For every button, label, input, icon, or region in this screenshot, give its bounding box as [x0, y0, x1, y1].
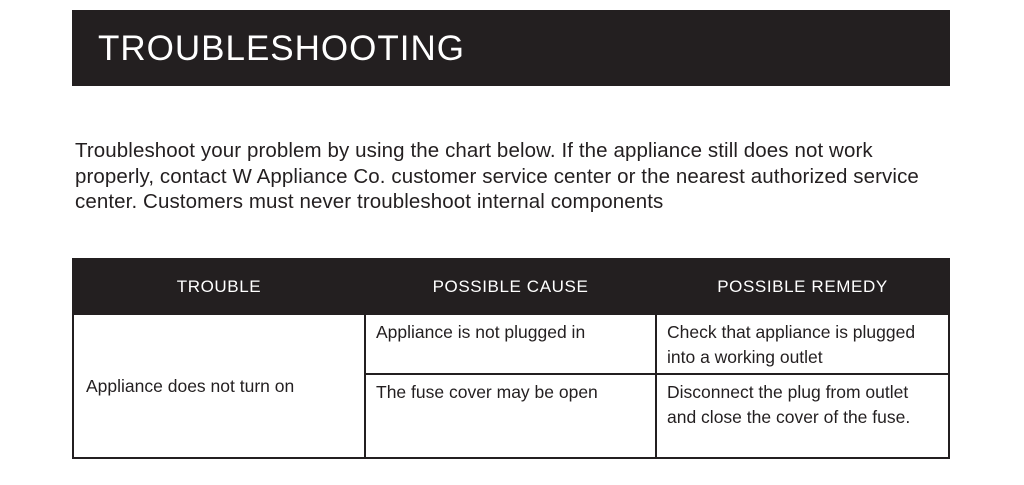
- remedy-cell: Check that appliance is plugged into a working outlet: [656, 314, 949, 374]
- remedy-cell: Disconnect the plug from outlet and close the cover of the fuse.: [656, 374, 949, 458]
- table-row: [73, 314, 949, 374]
- column-header-possible-cause: POSSIBLE CAUSE: [365, 259, 656, 314]
- trouble-cell: Appliance does not turn on: [73, 314, 365, 458]
- intro-paragraph: Troubleshoot your problem by using the chart below. If the appliance still does not work properly, contact W Appliance Co. customer service center or the nearest authorized service center. Customers must never troubleshoot internal components: [75, 139, 919, 213]
- column-header-possible-remedy: POSSIBLE REMEDY: [656, 259, 949, 314]
- cause-cell: The fuse cover may be open: [365, 374, 656, 458]
- column-header-trouble: TROUBLE: [73, 259, 365, 314]
- cause-cell: Appliance is not plugged in: [365, 314, 656, 374]
- title-bar: [72, 10, 950, 86]
- page-title: TROUBLESHOOTING: [98, 28, 465, 68]
- troubleshooting-table: [72, 258, 950, 459]
- table-header-row: [73, 259, 949, 314]
